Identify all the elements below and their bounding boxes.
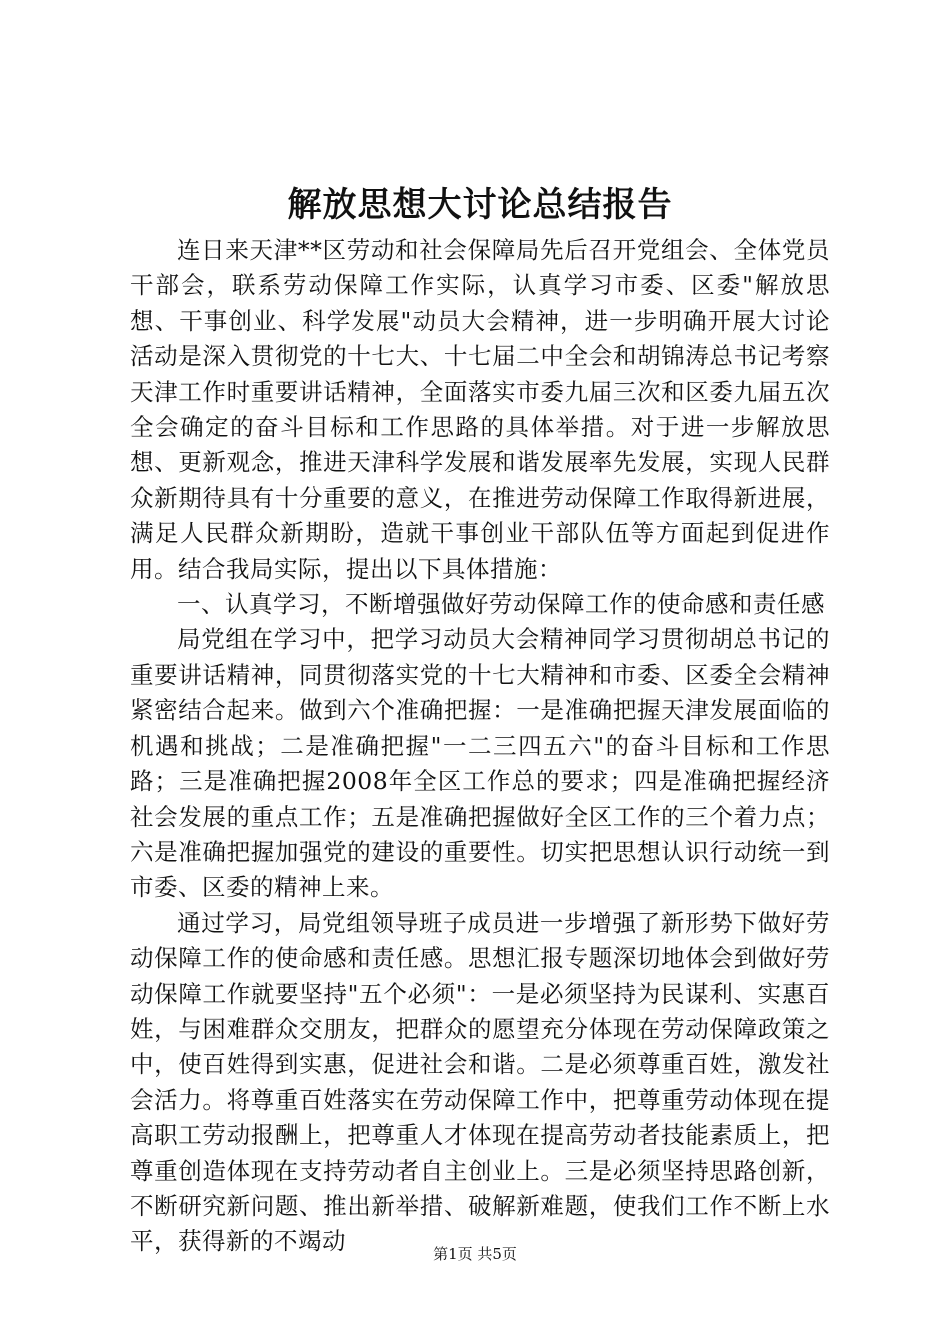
paragraph-study: 局党组在学习中，把学习动员大会精神同学习贯彻胡总书记的重要讲话精神，同贯彻落实党的十七大精神和市委、区委全会精神紧密结合起来。做到六个准确把握：一是准确把握天津发展面临的机遇和挑战；二是准确把握"一二三四五六"的奋斗目标和工作思路；三是准确把握2008年全区工作总的要求；四是准确把握经济社会发展的重点工作；五是准确把握做好全区工作的三个着力点；六是准确把握加强党的建设的重要性。切实把思想认识行动统一到市委、区委的精神上来。 [130, 625, 830, 902]
section-heading-1: 一、认真学习，不断增强做好劳动保障工作的使命感和责任感 [177, 590, 825, 619]
document-title: 解放思想大讨论总结报告 [287, 185, 673, 225]
paragraph-five-musts: 通过学习，局党组领导班子成员进一步增强了新形势下做好劳动保障工作的使命感和责任感。思想汇报专题深切地体会到做好劳动保障工作就要坚持"五个必须"：一是必须坚持为民谋利、实惠百姓，与困难群众交朋友，把群众的愿望充分体现在劳动保障政策之中，使百姓得到实惠，促进社会和谐。二是必须尊重百姓，激发社会活力。将尊重百姓落实在劳动保障工作中，把尊重劳动体现在提高职工劳动报酬上，把尊重人才体现在提高劳动者技能素质上，把尊重创造体现在支持劳动者自主创业上。三是必须坚持思路创新，不断研究新问题、推出新举措、破解新难题，使我们工作不断上水平，获得新的不竭动 [130, 908, 830, 1256]
document-body [130, 233, 830, 1260]
page-footer: 第1页 共5页 [433, 1245, 517, 1263]
paragraph-intro: 连日来天津**区劳动和社会保障局先后召开党组会、全体党员干部会，联系劳动保障工作实际，认真学习市委、区委"解放思想、干事创业、科学发展"动员大会精神，进一步明确开展大讨论活动是深入贯彻党的十七大、十七届二中全会和胡锦涛总书记考察天津工作时重要讲话精神，全面落实市委九届三次和区委九届五次全会确定的奋斗目标和工作思路的具体举措。对于进一步解放思想、更新观念，推进天津科学发展和谐发展率先发展，实现人民群众新期待具有十分重要的意义，在推进劳动保障工作取得新进展，满足人民群众新期盼，造就干事创业干部队伍等方面起到促进作用。结合我局实际，提出以下具体措施： [130, 236, 830, 583]
